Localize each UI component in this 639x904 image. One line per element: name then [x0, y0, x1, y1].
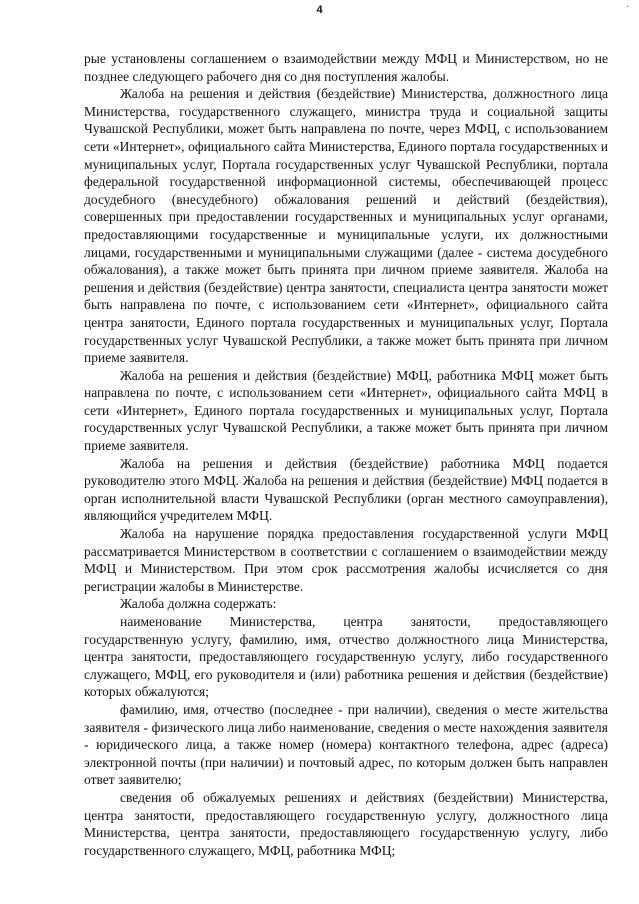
page-number: 4 — [316, 4, 323, 16]
paragraph-complaint-mfc: Жалоба на решения и действия (бездействие) МФЦ, работника МФЦ может быть направлена по почте, с использованием сети «Интернет», официального сайта МФЦ в сети «Интернет», Единого портала государственных и муниципальных услуг, Портала государственных услуг Чувашской Республики, а также может быть принята при личном приеме заявителя. — [84, 367, 608, 454]
paragraph-complaint-mfc-worker: Жалоба на решения и действия (бездействие) работника МФЦ подается руководителю этого МФЦ. Жалоба на решения и действия (бездействие) МФЦ подается в орган исполнительной власти Чувашской Республики (орган местного самоуправления), являющийся учредителем МФЦ. — [84, 455, 608, 524]
corner-mark: · — [625, 2, 629, 13]
document-body — [84, 50, 608, 859]
paragraph-contents-item-decisions: сведения об обжалуемых решениях и действиях (бездействии) Министерства, центра занятости, предоставляющего государственную услугу, должностного лица Министерства, центра занятости, предоставляющего государственную услугу, либо государственного служащего, МФЦ, работника МФЦ; — [84, 789, 608, 858]
paragraph-contents-item-name: наименование Министерства, центра занятости, предоставляющего государственную услугу, фамилию, имя, отчество должностного лица Министерства, центра занятости, предоставляющего государственную услугу, либо государственного служащего, МФЦ, его руководителя и (или) работника решения и действия (бездействие) которых обжалуются; — [84, 614, 608, 700]
paragraph-contents-item-applicant: фамилию, имя, отчество (последнее - при наличии), сведения о месте жительства заявителя - физического лица либо наименование, сведения о месте нахождения заявителя - юридического лица, а также номер (номера) контактного телефона, адрес (адреса) электронной почты (при наличии) и почтовый адрес, по которым должен быть направлен ответ заявителю; — [84, 701, 608, 788]
paragraph-complaint-procedure: Жалоба на нарушение порядка предоставления государственной услуги МФЦ рассматривается Министерством в соответствии с соглашением о взаимодействии между МФЦ и Министерством. При этом срок рассмотрения жалобы исчисляется со дня регистрации жалобы в Министерстве. — [84, 526, 608, 594]
paragraph-complaint-contents-heading: Жалоба должна содержать: — [120, 596, 277, 612]
paragraph-continuation: рые установлены соглашением о взаимодействии между МФЦ и Министерством, но не позднее следующего рабочего дня со дня поступления жалобы. — [84, 51, 608, 84]
paragraph-complaint-ministry: Жалоба на решения и действия (бездействие) Министерства, должностного лица Министерства, государственного служащего, министра труда и социальной защиты Чувашской Республики, может быть направлена по почте, через МФЦ, с использованием сети «Интернет», официального сайта Министерства, Единого портала государственных и муниципальных услуг, Портала государственных услуг Чувашской Республики, портала федеральной государственной информационной системы, обеспечивающей процесс досудебного (внесудебного) обжалования решений и действий (бездействия), совершенных при предоставлении государственных и муниципальных услуг органами, предоставляющими государственные и муниципальные услуги, их должностными лицами, государственными и муниципальными служащими (далее - система досудебного обжалования), а также может быть принята при личном приеме заявителя. Жалоба на решения и действия (бездействие) центра занятости, специалиста центра занятости может быть направлена по почте, с использованием сети «Интернет», официального сайта центра занятости, Единого портала государственных и муниципальных услуг, Портала государственных услуг Чувашской Республики, а также может быть принята при личном приеме заявителя. — [84, 86, 608, 366]
